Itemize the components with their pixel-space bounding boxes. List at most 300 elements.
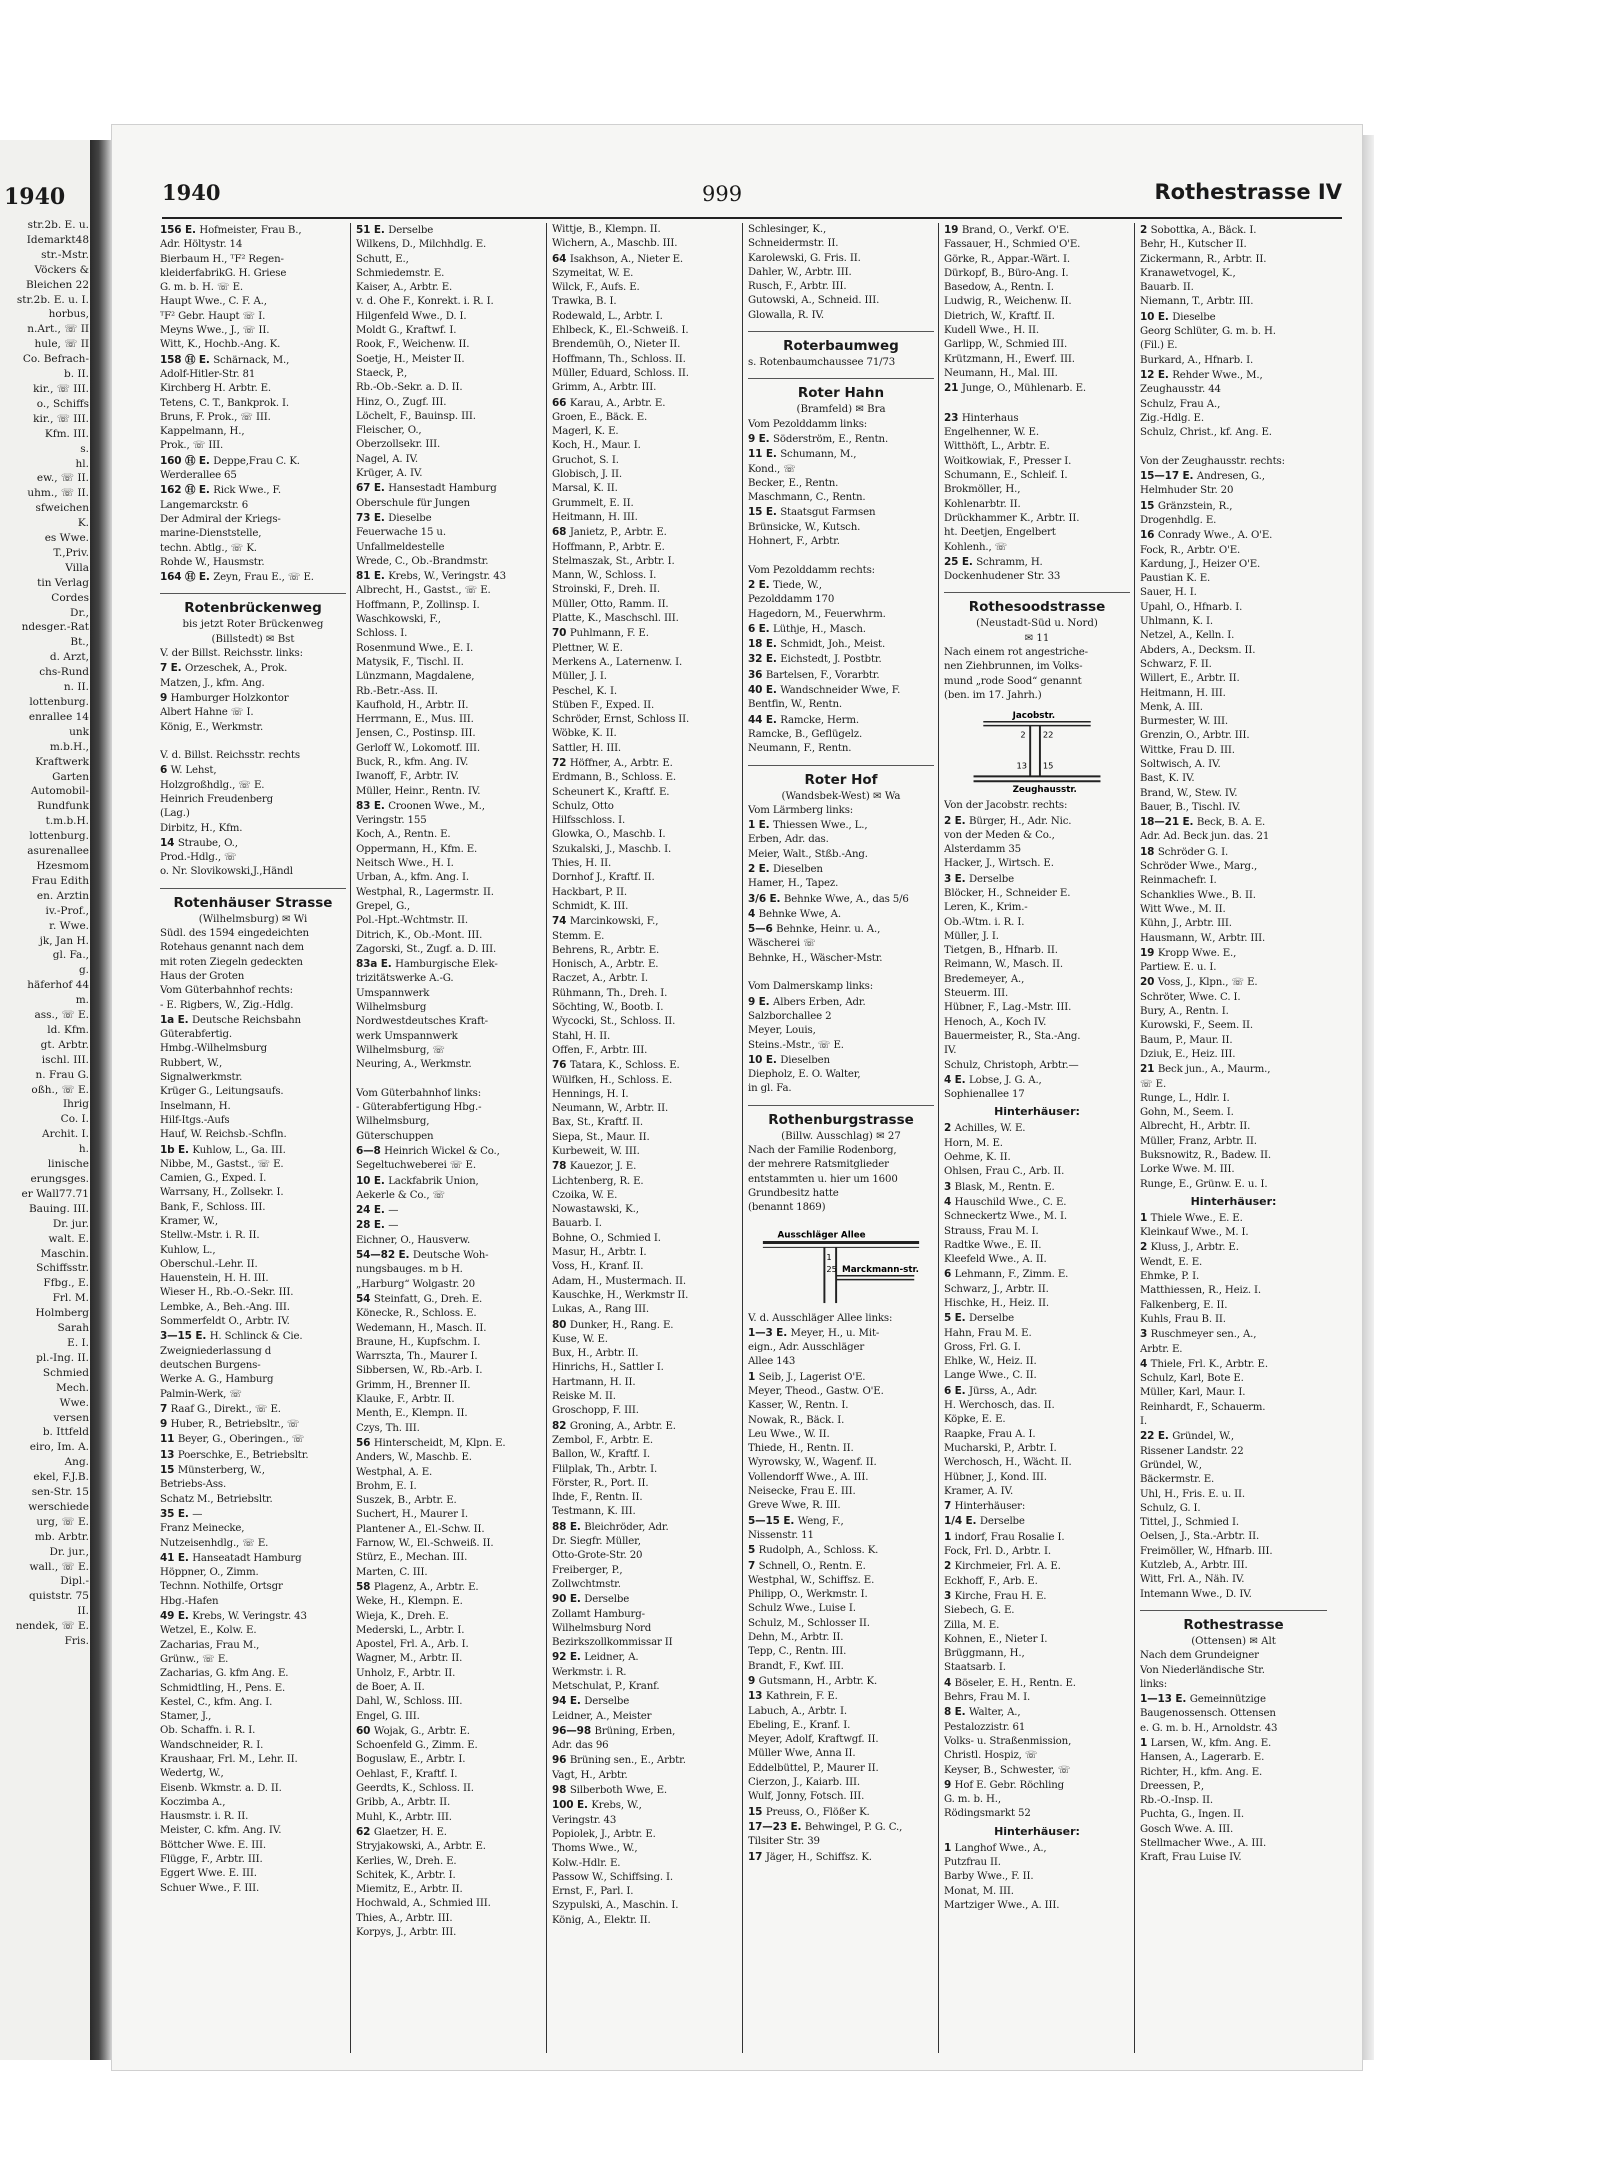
directory-entry [944,381,1130,396]
directory-entry [1140,1135,1327,1149]
entry-text: Metschulat, P., Kranf. [552,1680,660,1692]
directory-entry [356,670,542,684]
left-page-line: Frl. M. [52,1292,89,1305]
entry-text: Schatz M., Betriebsltr. [160,1493,273,1505]
directory-entry [944,1399,1130,1413]
directory-entry [160,223,346,238]
directory-entry [748,578,934,593]
directory-entry [356,1638,542,1652]
entry-text: nen Ziehbrunnen, im Volks- [944,661,1083,673]
directory-entry [944,1283,1130,1297]
directory-entry [1140,1178,1327,1192]
entry-text: Baum, P., Maur. II. [1140,1034,1233,1046]
directory-page [112,125,1362,2070]
entry-text: Gerloff W., Lokomotf. III. [356,742,480,754]
house-number: 1 [748,1370,759,1383]
directory-entry [356,656,542,670]
entry-text: Ehmke, P. I. [1140,1271,1200,1283]
directory-entry [944,1499,1130,1514]
entry-text: Moldt G., Kraftwf. I. [356,325,457,337]
entry-text: Bohne, O., Schmied I. [552,1232,661,1244]
left-page-line: Cordes [51,591,89,604]
left-page-line: chs-Rund [39,666,89,679]
entry-text: Brandt, F., Kwf. III. [748,1660,844,1672]
entry-text: ht. Deetjen, Engelbert [944,527,1056,539]
directory-entry [160,1810,346,1824]
left-page-line: kir., ☏ III. [33,382,89,395]
directory-entry [356,1115,542,1129]
entry-text: Tetens, C. T., Bankprok. I. [160,397,290,409]
left-page-line: Dipl.- [60,1575,89,1588]
entry-text: Hauschild Wwe., C. E. [954,1196,1067,1208]
entry-text: Kuhls, Frau B. II. [1140,1313,1226,1325]
house-number: 4 [1140,1357,1151,1370]
entry-text: Straube, O., [177,837,238,849]
house-number: 3 [944,1180,955,1193]
entry-text: Wilhelmsburg, ☏ [356,1044,445,1056]
directory-entry [1140,601,1327,615]
entry-text: Schoenfeld G., Zimm. E. [356,1740,478,1752]
directory-entry [552,1914,738,1928]
directory-entry [944,512,1130,526]
entry-text: Schumann, M., [780,449,857,461]
house-number: 68 [552,526,570,539]
entry-text: links: [1140,1678,1168,1690]
entry-text: Kolw.-Hdlr. E. [552,1857,621,1869]
entry-text: Schutt, E., [356,253,409,265]
directory-entry [356,1307,542,1321]
directory-entry [552,482,738,496]
entry-text: Seib, J., Lagerist O'E. [758,1371,866,1383]
entry-text: Wichern, A., Maschb. III. [552,238,678,250]
left-page-line: Frau Edith [31,874,89,887]
directory-entry [944,411,1130,426]
directory-entry [944,973,1130,987]
left-page-line: ekel, F.J.B. [33,1471,89,1484]
entry-text: Jensen, C., Postinsp. III. [356,728,476,740]
entry-text: Technn. Nothilfe, Ortsgr [160,1581,283,1593]
entry-text: Bax, St., Kraftf. II. [552,1117,644,1129]
directory-entry [160,836,346,851]
entry-text: Ruschmeyer sen., A., [1150,1329,1257,1341]
house-number: 12 E. [1140,368,1173,381]
directory-entry [944,469,1130,483]
directory-entry [160,1796,346,1810]
left-page-line: eiro, Im. A. [29,1441,89,1454]
entry-text: Alsterdamm 35 [944,844,1022,856]
house-number: 98 [552,1784,570,1797]
house-number: 24 E. [356,1204,389,1217]
directory-entry [748,1456,934,1470]
map-label: Marckmann-str. [841,1264,919,1275]
directory-entry [356,685,542,699]
entry-text: Eckhoff, F., Arb. E. [944,1575,1038,1587]
directory-entry [1140,295,1327,309]
directory-entry [1140,586,1327,600]
entry-text: Deutsche Reichsbahn [191,1014,301,1026]
entry-text: Karau, A., Arbtr. E. [569,397,666,409]
directory-entry [160,1143,346,1158]
street-map-drawing [954,707,1120,795]
entry-text: Glowalla, R. IV. [748,309,824,321]
house-number: 2 E. [748,578,774,591]
street-heading: Rothesoodstrasse [944,592,1130,615]
entry-text: Preuss, O., Flößer K. [765,1806,870,1818]
directory-entry [160,1667,346,1681]
entry-text: Plantener A., El.-Schw. II. [356,1523,485,1535]
directory-entry [748,1689,934,1704]
entry-text: Staatsarb. I. [944,1662,1006,1674]
entry-text: Heinrich Wickel & Co., [384,1146,500,1157]
directory-entry [160,1522,346,1536]
entry-text: Kond., ☏ [748,463,796,475]
directory-entry [160,822,346,836]
street-heading: Rotenhäuser Strasse [160,888,346,911]
entry-text: Puchta, G., Ingen. II. [1140,1809,1244,1821]
directory-entry [944,1575,1130,1589]
directory-entry [1140,889,1327,903]
directory-entry [1140,701,1327,715]
street-subheading: (Wandsbek-West) ✉ Wa [781,790,901,802]
entry-text: Zeyn, Frau E., ☏ E. [213,572,314,584]
directory-entry [552,439,738,453]
entry-text: Kaiser, A., Arbtr. E. [356,282,453,294]
directory-entry [552,1636,738,1650]
street-heading: Roter Hof [748,765,934,788]
directory-entry [356,1551,542,1565]
directory-entry [160,1345,346,1359]
street-heading: Rotenbrückenweg [160,593,346,616]
left-page-line: jk, Jan H. [39,934,89,947]
directory-entry [944,1885,1130,1899]
left-page-line: m.b.H., [49,740,89,753]
entry-text: Apostel, Frl. A., Arb. I. [356,1639,469,1651]
directory-entry [748,1543,934,1558]
entry-text: Kranawetvogel, K., [1140,267,1236,279]
entry-text: Grundbesitz hatte [748,1187,839,1199]
directory-entry [552,1680,738,1694]
entry-text: Raczet, A., Arbtr. I. [552,973,648,985]
directory-entry [748,1762,934,1776]
entry-text: trizitätswerke A.-G. [356,973,454,985]
directory-entry [552,598,738,612]
directory-entry [160,1028,346,1042]
directory-entry [160,1463,346,1478]
directory-entry [356,627,542,641]
entry-text: Leu Wwe., W. II. [748,1428,830,1440]
entry-text: Müller, Otto, Ramm. II. [552,598,669,610]
entry-text: Nowak, R., Bäck. I. [748,1414,845,1426]
entry-text: Pezolddamm 170 [748,594,835,606]
entry-text: Testmann, K. III. [552,1506,636,1518]
house-number: 96—98 [552,1724,595,1737]
directory-entry [552,1463,738,1477]
entry-text: Deutsche Woh- [412,1250,489,1262]
directory-entry [160,1609,346,1624]
entry-text: Bürger, H., Adr. Nic. [969,815,1072,827]
entry-text: (Fil.) E. [1140,340,1178,352]
left-page-line: ew., ☏ II. [36,472,89,485]
entry-text: Eisenb. Wkmstr. a. D. II. [160,1782,282,1794]
left-page-line: Villa [65,561,89,574]
directory-entry [1140,1573,1327,1587]
entry-text: Partiew. E. u. I. [1140,962,1217,974]
entry-text: Wycocki, St., Schloss. II. [552,1016,676,1028]
map-label: 15 [1042,760,1054,771]
entry-text: Dockenhudener Str. 33 [944,571,1061,583]
entry-text: Dehn, M., Arbtr. II. [748,1632,844,1644]
entry-text: Feuerwache 15 u. [356,527,446,539]
directory-entry [356,281,542,295]
directory-entry [356,1263,542,1277]
entry-text: Freiberger, P., [552,1564,623,1576]
entry-text: Gosch Wwe. A. III. [1140,1823,1234,1835]
street-subheading: (Ottensen) ✉ Alt [1191,1635,1276,1647]
directory-entry [1140,354,1327,368]
directory-entry [356,1855,542,1869]
entry-text: Lehmann, F., Zimm. E. [954,1269,1069,1281]
directory-entry [1140,544,1327,558]
entry-text: Hanseatadt Hamburg [192,1552,302,1564]
directory-entry [1140,1313,1327,1327]
directory-entry [160,1114,346,1128]
entry-text: Prod.-Hdlg., ☏ [160,852,237,864]
house-number: 9 [160,1418,171,1431]
directory-entry [748,966,934,980]
entry-text: Soltwisch, A. IV. [1140,758,1221,770]
entry-text: Walter, A., [969,1707,1021,1719]
entry-text: Schröder, Ernst, Schloss II. [552,714,690,726]
entry-text: Bauarb. II. [1140,282,1194,294]
entry-text: Szymeitat, W. E. [552,267,634,279]
left-page-line: str.2b. E. u. I. [16,293,89,306]
directory-entry [552,583,738,597]
entry-text: Palmin-Werk, ☏ [160,1388,242,1400]
entry-text: Kauezor, J. E. [569,1161,637,1173]
entry-text: Hofmeister, Frau B., [199,225,302,236]
directory-entry [160,1739,346,1753]
entry-text: Brand, O., Verkf. O'E. [961,225,1070,236]
entry-text: Thoms Wwe., W., [552,1843,638,1855]
directory-entry [944,1619,1130,1633]
directory-entry [160,749,346,763]
left-page-line: Bauing. III. [28,1202,89,1215]
directory-entry [356,1768,542,1782]
directory-entry [1140,615,1327,629]
entry-text: Derselbe [584,1696,630,1708]
entry-text: Steinfatt, G., Dreh. E. [373,1293,483,1305]
directory-entry [552,267,738,281]
left-page-line: Wwe. [59,1396,89,1409]
entry-text: Matzen, J., kfm. Ang. [160,677,265,689]
entry-text: Oberschul.-Lehr. II. [160,1258,258,1270]
entry-text: Stellmacher Wwe., A. III. [1140,1838,1267,1850]
directory-entry [356,1451,542,1465]
entry-text: Urban, A., kfm. Ang. I. [356,872,469,884]
house-number: 25 E. [944,555,977,568]
entry-text: Baugenossensch. Ottensen [1140,1708,1276,1720]
entry-text: Erben, Adr. das. [748,834,829,846]
directory-entry [160,238,346,252]
entry-text: Dr. Siegfr. Müller, [552,1536,641,1548]
house-number: 15 E. [748,506,781,519]
entry-text: G. m. b. H. ☏ E. [160,282,243,294]
directory-entry [160,941,346,955]
directory-entry [748,1341,934,1355]
entry-text: Dirbitz, H., Kfm. [160,822,243,834]
entry-text: Eichner, O., Hausverw. [356,1234,471,1246]
entry-text: Herrmann, E., Mus. III. [356,714,474,726]
directory-entry [1140,1751,1327,1765]
directory-entry [1140,830,1327,844]
entry-text: Hoffmann, Th., Schloss. II. [552,353,686,365]
entry-text: Bauer, B., Tischl. IV. [1140,801,1241,813]
left-page-line: nendek, ☏ E. [15,1620,89,1633]
directory-entry [748,1602,934,1616]
directory-entry [1140,1851,1327,1865]
entry-text: Kohlenarbtr. II. [944,498,1021,510]
entry-text: Beck, B. A. E. [1196,817,1266,829]
directory-entry [944,916,1130,930]
directory-entry [160,1624,346,1638]
entry-text: Wieja, K., Dreh. E. [356,1610,449,1622]
house-number: 32 E. [748,653,781,666]
directory-entry [748,1428,934,1442]
entry-text: Fassauer, H., Schmied O'E. [944,239,1081,251]
directory-entry [1140,253,1327,267]
directory-entry [356,843,542,857]
directory-entry [748,356,934,370]
left-page-line: sfweichen [35,502,89,515]
directory-entry [160,267,346,281]
entry-text: Betriebs-Ass. [160,1479,227,1491]
entry-text: Kauschke, H., Werkmstr II. [552,1289,689,1301]
entry-text: Ob. Schaffn. i. R. I. [160,1725,256,1737]
street-subheading: (Neustadt-Süd u. Nord) [976,618,1098,630]
entry-text: Inselmann, H. [160,1100,231,1112]
entry-text: Schanklies Wwe., B. II. [1140,889,1256,901]
directory-entry [160,439,346,453]
directory-entry [356,1101,542,1115]
entry-text: Schwarz, F. II. [1140,658,1212,670]
entry-text: in gl. Fa. [748,1083,792,1095]
left-page-line: hule, ☏ II [34,338,89,351]
directory-entry [748,848,934,862]
directory-entry [356,828,542,842]
map-label: 25 [826,1263,837,1274]
directory-entry [748,1385,934,1399]
directory-entry [1140,339,1327,353]
directory-entry [1140,1163,1327,1177]
directory-entry [748,564,934,578]
directory-entry [1140,1692,1327,1707]
entry-text: IV. [944,1045,957,1057]
directory-entry [1140,1078,1327,1092]
entry-text: Junge, O., Mühlenarb. E. [961,383,1086,395]
directory-entry [552,1608,738,1622]
entry-text: Georg Schlüter, G. m. b. H. [1140,326,1276,338]
directory-entry [1140,1837,1327,1851]
entry-text: Schmidt, Joh., Meist. [780,639,886,651]
directory-entry [1140,1559,1327,1573]
directory-entry [1140,917,1327,931]
entry-text: Derselbe [969,1313,1014,1325]
directory-entry [944,1137,1130,1151]
entry-text: Dunker, H., Rang. E. [569,1319,674,1331]
left-page-line: n. Frau G. [35,1068,89,1081]
entry-text: Meyer, Theod., Gastw. O'E. [748,1386,884,1397]
directory-entry [1140,758,1327,772]
entry-text: Flilplak, Th., Arbtr. I. [552,1463,658,1475]
directory-entry [944,887,1130,901]
entry-text: Derselbe [584,1594,630,1606]
directory-entry [1140,1766,1327,1780]
left-page-line: versen [53,1411,89,1424]
directory-entry [356,599,542,613]
entry-text: Höppner, O., Zimm. [160,1567,259,1579]
entry-text: Albrecht, H., Arbtr. II. [1140,1121,1251,1133]
section-label: Hinterhäuser: [994,1105,1080,1119]
entry-text: G. m. b. H., [944,1794,1001,1806]
entry-text: König, A., Elektr. II. [552,1914,651,1926]
directory-entry [1140,644,1327,658]
directory-entry [356,713,542,727]
house-number: 4 E. [944,1073,970,1086]
directory-columns [155,223,1345,2053]
directory-entry [748,1820,934,1835]
house-number: 1 [1140,1736,1151,1749]
directory-entry [356,799,542,814]
entry-text: Schlesinger, K., [748,224,827,235]
directory-entry [356,1203,542,1218]
directory-entry [748,742,934,756]
entry-text: Hinterhäuser: [954,1501,1026,1513]
directory-entry [748,223,934,237]
house-number: 67 E. [356,482,389,495]
entry-text: Voss, J., Klpn., ☏ E. [1157,977,1258,989]
directory-entry [1140,1502,1327,1516]
entry-text: Kuse, W. E. [552,1333,608,1345]
directory-entry [944,238,1130,252]
directory-entry [356,238,542,252]
house-number: 5 [748,1544,759,1557]
directory-entry [944,1778,1130,1793]
directory-entry [944,1661,1130,1675]
directory-entry [944,1485,1130,1499]
left-page-line: g. [78,964,89,977]
directory-entry [748,804,934,818]
directory-entry [1140,1649,1327,1663]
entry-text: Brohm, E. I. [356,1480,417,1492]
directory-entry [1140,514,1327,528]
entry-text: Tiede, W., [773,579,822,591]
directory-entry [1140,1678,1327,1692]
left-page-line: m. [75,994,89,1007]
street-subheading: (Bramfeld) ✉ Bra [796,404,886,416]
entry-text: Lüthje, H., Masch. [773,623,866,635]
house-number: 35 E. [160,1507,193,1520]
entry-text: Hoffmann, P., Arbtr. E. [552,541,665,553]
entry-text: Merkens A., Laternenw. I. [552,656,683,668]
entry-text: - E. Rigbers, W., Zig.-Hdlg. [160,999,294,1011]
entry-text: Beyer, G., Oberingen., ☏ [177,1434,305,1446]
entry-text: Hamer, H., Tapez. [748,878,839,890]
entry-text: Zig.-Hdlg. E. [1140,412,1204,424]
directory-entry [552,1131,738,1145]
entry-text: Plagenz, A., Arbtr. E. [373,1581,479,1593]
house-number: 44 E. [748,713,781,726]
directory-entry [1140,1005,1327,1019]
